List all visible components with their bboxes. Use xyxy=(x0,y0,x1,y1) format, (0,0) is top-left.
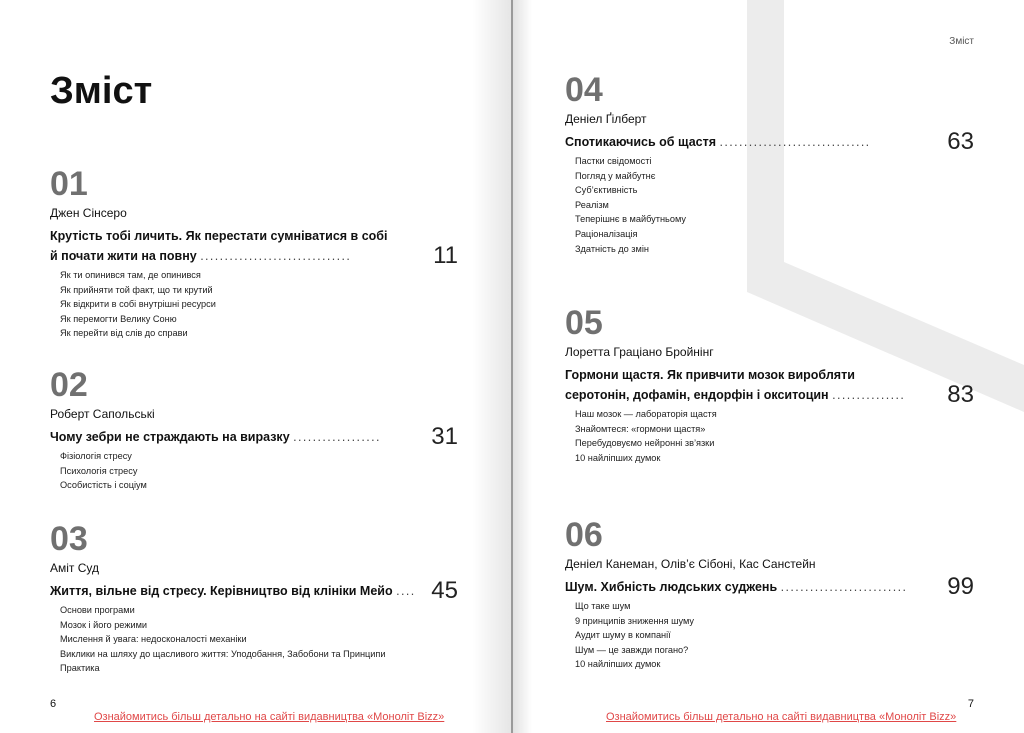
chapter-item: Перебудовуємо нейронні зв’язки xyxy=(575,438,715,449)
chapter-item: Виклики на шляху до щасливого життя: Уподобання, Забобони та Принципи xyxy=(60,648,386,659)
book-title xyxy=(565,365,974,405)
page-number: 45 xyxy=(431,577,458,604)
section-number: 02 xyxy=(50,366,88,404)
chapter-item: Фізіологія стресу xyxy=(60,451,132,461)
section-author: Лоретта Граціано Бройнінг xyxy=(565,345,714,359)
section-number: 04 xyxy=(565,71,603,109)
chapter-list xyxy=(575,599,974,672)
right-page xyxy=(512,0,1024,733)
gutter-shadow-right xyxy=(512,0,532,733)
book-title xyxy=(50,427,458,447)
chapter-item: Наш мозок — лабораторія щастя xyxy=(575,409,717,419)
book-title xyxy=(50,581,458,601)
chapter-item: Пастки свідомості xyxy=(575,156,652,166)
page-number: 63 xyxy=(947,128,974,155)
section-number: 03 xyxy=(50,520,88,558)
book-title-line: Крутість тобі личить. Як перестати сумніватися в собі xyxy=(50,229,388,243)
chapter-list xyxy=(575,154,974,256)
leader-dots: .... xyxy=(396,584,416,598)
chapter-item: Психологія стресу xyxy=(60,465,138,476)
page-number: 31 xyxy=(431,423,458,450)
chapter-item: Як прийняти той факт, що ти крутий xyxy=(60,284,213,295)
book-title xyxy=(565,577,974,597)
toc-section-06 xyxy=(565,518,974,672)
chapter-item: Суб’єктивність xyxy=(575,185,638,196)
section-author: Деніел Ґілберт xyxy=(565,112,647,126)
page-folio: 7 xyxy=(967,698,974,710)
chapter-item: Здатність до змін xyxy=(575,243,649,254)
toc-entry[interactable] xyxy=(50,423,458,450)
toc-entry[interactable] xyxy=(50,226,458,269)
section-author: Роберт Сапольські xyxy=(50,407,155,421)
chapter-item: 10 найліпших думок xyxy=(575,659,661,670)
leader-dots: .................. xyxy=(293,430,381,444)
toc-entry[interactable] xyxy=(50,577,458,604)
chapter-item: Теперішнє в майбутньому xyxy=(575,214,686,225)
section-author: Аміт Суд xyxy=(50,561,100,575)
leader-dots: ............................... xyxy=(200,249,352,263)
page-folio: 6 xyxy=(50,698,57,710)
chapter-item: Шум — це завжди погано? xyxy=(575,644,689,655)
chapter-item: 9 принципів зниження шуму xyxy=(575,615,695,626)
leader-dots: ............... xyxy=(832,388,906,402)
chapter-list xyxy=(60,603,458,676)
chapter-item: Особистість і соціум xyxy=(60,480,147,491)
book-title-line: Шум. Хибність людських суджень xyxy=(565,580,778,594)
page-number: 99 xyxy=(947,573,974,600)
section-number: 01 xyxy=(50,165,88,203)
chapter-item: Реалізм xyxy=(575,199,609,210)
toc-section-03 xyxy=(50,522,458,676)
chapter-item: Як ти опинився там, де опинився xyxy=(60,270,201,280)
chapter-item: Основи програми xyxy=(60,605,135,615)
toc-section-01 xyxy=(50,167,458,341)
chapter-item: Погляд у майбутнє xyxy=(575,170,656,181)
book-title-line: Чому зебри не страждають на виразку xyxy=(50,430,290,444)
section-author: Деніел Канеман, Олів’є Сібоні, Кас Санстейн xyxy=(565,557,816,571)
book-title xyxy=(565,132,974,152)
chapter-item: Практика xyxy=(60,663,100,674)
chapter-list xyxy=(60,268,458,341)
page-number: 11 xyxy=(433,242,458,269)
chapter-item: Аудит шуму в компанії xyxy=(575,630,671,641)
publisher-link[interactable]: Ознайомитись більш детально на сайті видавництва «Моноліт Bizz» xyxy=(606,711,957,723)
chapter-list xyxy=(575,407,974,465)
toc-section-02 xyxy=(50,368,458,493)
section-number: 05 xyxy=(565,304,603,342)
chapter-item: Мислення й увага: недосконалості механіки xyxy=(60,634,247,645)
running-header: Зміст xyxy=(949,36,974,47)
chapter-item: Як перемогти Велику Соню xyxy=(60,313,177,324)
section-author: Джен Сінсеро xyxy=(50,206,127,220)
chapter-item: Раціоналізація xyxy=(575,228,638,239)
chapter-item: Як перейти від слів до справи xyxy=(60,328,188,339)
book-title xyxy=(50,226,458,266)
chapter-item: 10 найліпших думок xyxy=(575,452,661,463)
page-number: 83 xyxy=(947,381,974,408)
toc-section-05 xyxy=(565,306,974,465)
publisher-link[interactable]: Ознайомитись більш детально на сайті видавництва «Моноліт Bizz» xyxy=(94,711,445,723)
toc-entry[interactable] xyxy=(565,128,974,155)
book-title-line: серотонін, дофамін, ендорфін і окситоцин xyxy=(565,388,829,402)
chapter-list xyxy=(60,449,458,493)
toc-entry[interactable] xyxy=(565,365,974,408)
leader-dots: ............................... xyxy=(719,135,871,149)
book-title-line: Життя, вільне від стресу. Керівництво від клініки Мейо xyxy=(50,584,393,598)
toc-entry[interactable] xyxy=(565,573,974,600)
book-title-line: й почати жити на повну xyxy=(50,249,197,263)
toc-section-04 xyxy=(565,73,974,256)
chapter-item: Мозок і його режими xyxy=(60,619,148,630)
page-title: Зміст xyxy=(50,70,153,112)
book-title-line: Гормони щастя. Як привчити мозок виробляти xyxy=(565,368,855,382)
gutter-shadow-left xyxy=(472,0,512,733)
chapter-item: Як відкрити в собі внутрішні ресурси xyxy=(60,299,216,310)
chapter-item: Знайомтеся: «гормони щастя» xyxy=(575,423,706,434)
chapter-item: Що таке шум xyxy=(575,601,631,611)
leader-dots: .......................... xyxy=(780,580,908,594)
section-number: 06 xyxy=(565,516,603,554)
book-title-line: Спотикаючись об щастя xyxy=(565,135,717,149)
book-spine xyxy=(511,0,513,733)
